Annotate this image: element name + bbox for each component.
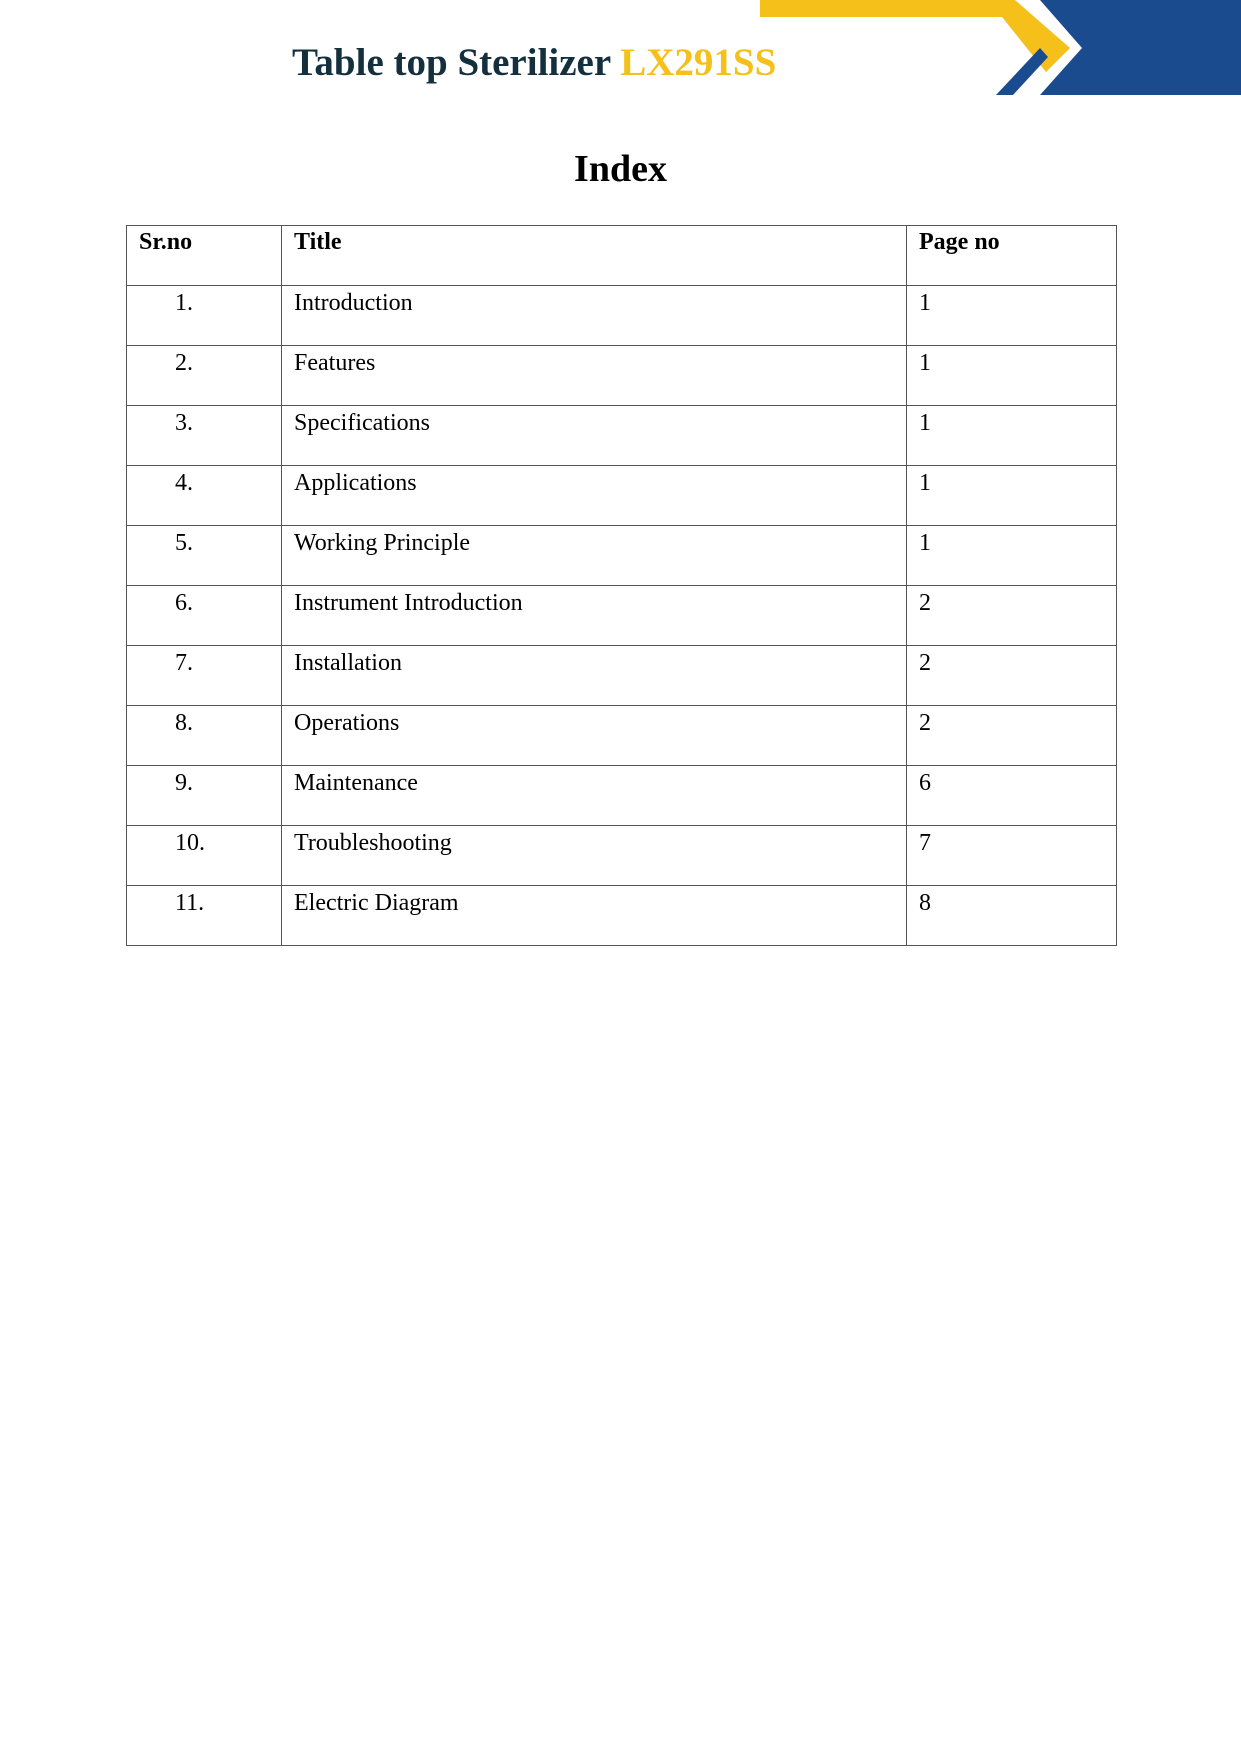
table-row xyxy=(127,286,1117,346)
document-title-text: Table top Sterilizer xyxy=(292,41,621,84)
cell-srno: 5. xyxy=(127,526,282,586)
cell-srno: 2. xyxy=(127,346,282,406)
index-heading: Index xyxy=(574,148,667,190)
cell-srno: 10. xyxy=(127,826,282,886)
cell-page: 2 xyxy=(907,706,1117,766)
table-row xyxy=(127,346,1117,406)
document-title xyxy=(292,40,776,85)
column-header-title: Title xyxy=(282,226,907,286)
table-row xyxy=(127,766,1117,826)
cell-page: 1 xyxy=(907,286,1117,346)
table-row xyxy=(127,466,1117,526)
model-number: LX291SS xyxy=(620,41,777,84)
cell-title: Maintenance xyxy=(282,766,907,826)
cell-page: 1 xyxy=(907,346,1117,406)
cell-srno: 6. xyxy=(127,586,282,646)
table-row xyxy=(127,526,1117,586)
cell-srno: 8. xyxy=(127,706,282,766)
cell-title: Electric Diagram xyxy=(282,886,907,946)
cell-page: 1 xyxy=(907,406,1117,466)
table-body xyxy=(127,286,1117,946)
table-row xyxy=(127,886,1117,946)
table-header-row xyxy=(127,226,1117,286)
table-row xyxy=(127,406,1117,466)
cell-title: Working Principle xyxy=(282,526,907,586)
index-table xyxy=(126,225,1117,946)
table-row xyxy=(127,646,1117,706)
cell-title: Operations xyxy=(282,706,907,766)
cell-srno: 3. xyxy=(127,406,282,466)
cell-srno: 1. xyxy=(127,286,282,346)
header-blue-accent xyxy=(996,48,1048,95)
cell-title: Specifications xyxy=(282,406,907,466)
header-blue-block xyxy=(1040,0,1241,95)
header-yellow-band xyxy=(760,0,1070,72)
table-row xyxy=(127,826,1117,886)
cell-srno: 9. xyxy=(127,766,282,826)
cell-srno: 11. xyxy=(127,886,282,946)
cell-title: Instrument Introduction xyxy=(282,586,907,646)
column-header-page: Page no xyxy=(907,226,1117,286)
cell-srno: 7. xyxy=(127,646,282,706)
cell-title: Applications xyxy=(282,466,907,526)
cell-page: 7 xyxy=(907,826,1117,886)
table-row xyxy=(127,586,1117,646)
cell-page: 6 xyxy=(907,766,1117,826)
cell-page: 1 xyxy=(907,466,1117,526)
cell-page: 2 xyxy=(907,586,1117,646)
cell-title: Installation xyxy=(282,646,907,706)
cell-page: 2 xyxy=(907,646,1117,706)
cell-title: Troubleshooting xyxy=(282,826,907,886)
table-row xyxy=(127,706,1117,766)
cell-page: 8 xyxy=(907,886,1117,946)
cell-title: Features xyxy=(282,346,907,406)
cell-srno: 4. xyxy=(127,466,282,526)
column-header-srno: Sr.no xyxy=(127,226,282,286)
cell-page: 1 xyxy=(907,526,1117,586)
cell-title: Introduction xyxy=(282,286,907,346)
